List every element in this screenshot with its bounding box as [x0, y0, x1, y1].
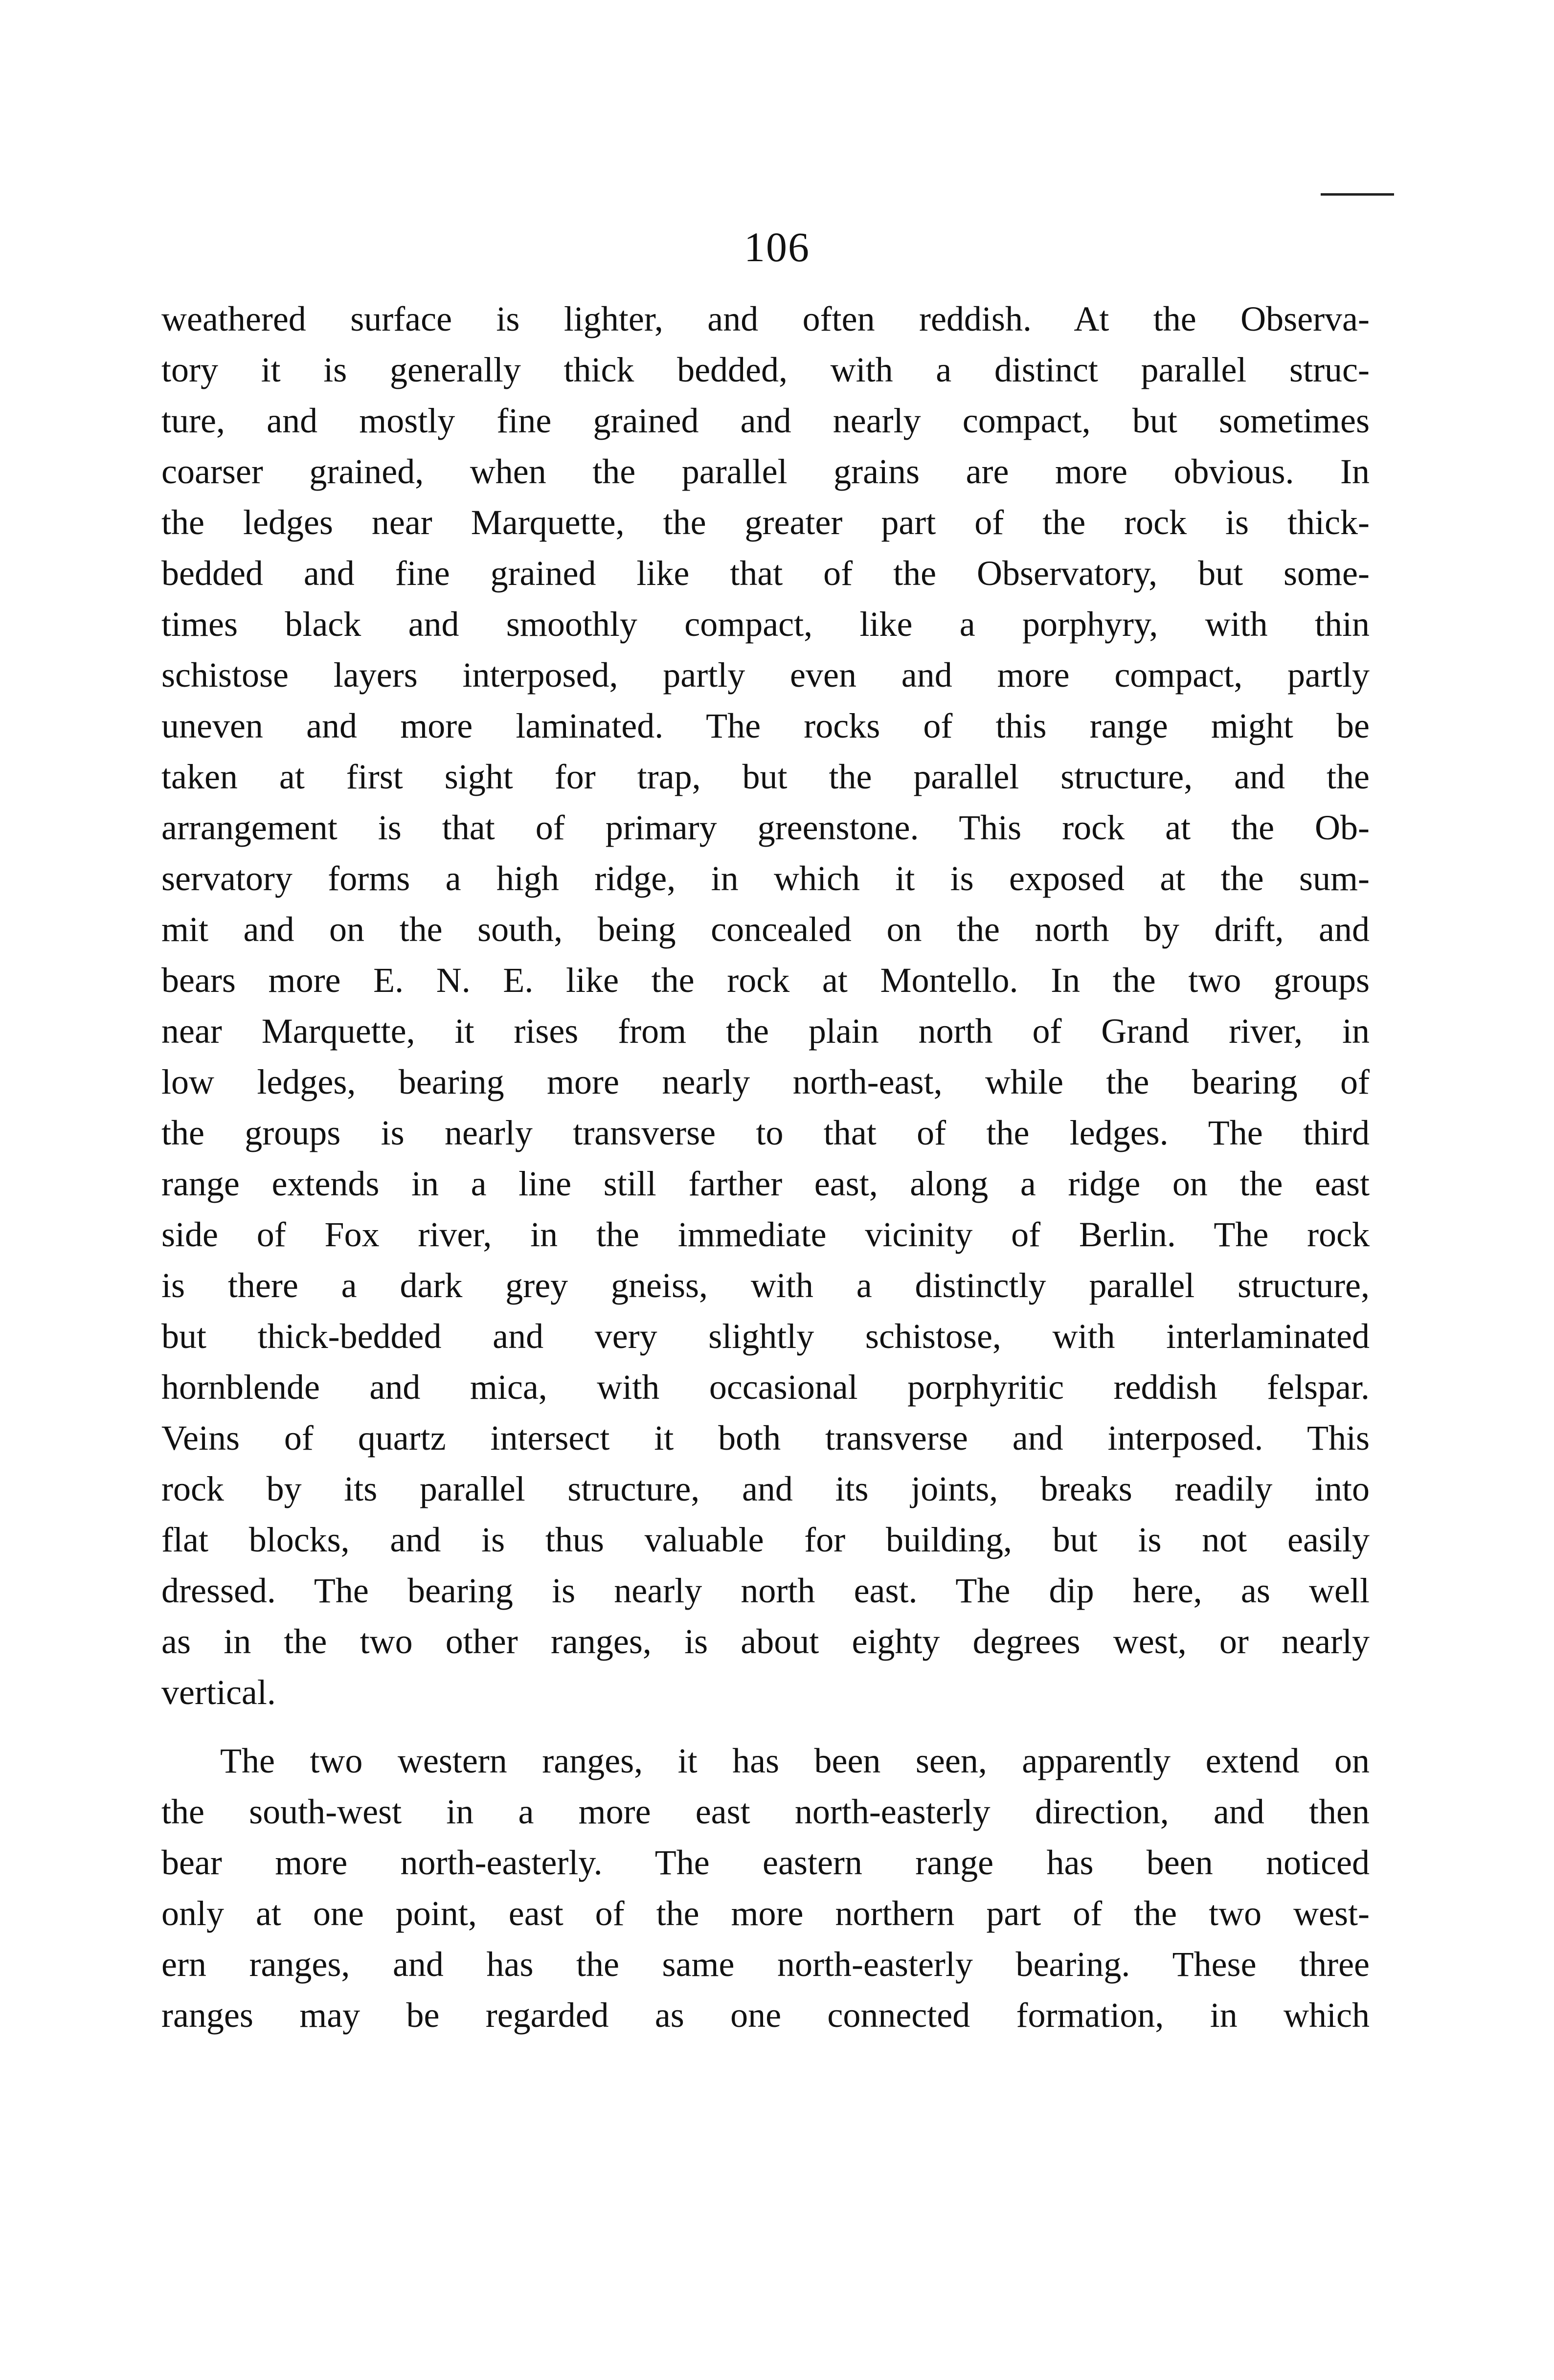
header-rule: [1321, 193, 1394, 196]
text-line: flat blocks, and is thus valuable for building, but is not easily: [161, 1520, 1370, 1559]
paragraph-gap: [161, 1718, 1370, 1735]
text-line: dressed. The bearing is nearly north east. The dip here, as well: [161, 1571, 1370, 1610]
text-line: hornblende and mica, with occasional porphyritic reddish felspar.: [161, 1368, 1370, 1407]
text-line: The two western ranges, it has been seen, apparently extend on: [220, 1741, 1370, 1780]
text-line: uneven and more laminated. The rocks of this range might be: [161, 706, 1370, 745]
text-line: bear more north-easterly. The eastern range has been noticed: [161, 1843, 1370, 1882]
text-line: taken at first sight for trap, but the parallel structure, and the: [161, 757, 1370, 796]
text-line: the ledges near Marquette, the greater part of the rock is thick-: [161, 503, 1370, 542]
text-line: side of Fox river, in the immediate vicinity of Berlin. The rock: [161, 1215, 1370, 1254]
text-line: as in the two other ranges, is about eighty degrees west, or nearly: [161, 1622, 1370, 1661]
text-line: Veins of quartz intersect it both transverse and interposed. This: [161, 1418, 1370, 1458]
text-line: mit and on the south, being concealed on the north by drift, and: [161, 910, 1370, 949]
text-line: bedded and fine grained like that of the Observatory, but some-: [161, 554, 1370, 593]
text-line: tory it is generally thick bedded, with a distinct parallel struc-: [161, 350, 1370, 389]
text-line: the south-west in a more east north-easterly direction, and then: [161, 1792, 1370, 1831]
text-line: coarser grained, when the parallel grains are more obvious. In: [161, 452, 1370, 491]
text-line: near Marquette, it rises from the plain north of Grand river, in: [161, 1011, 1370, 1051]
text-line: bears more E. N. E. like the rock at Montello. In the two groups: [161, 961, 1370, 1000]
text-line: servatory forms a high ridge, in which it is exposed at the sum-: [161, 859, 1370, 898]
text-line: only at one point, east of the more northern part of the two west-: [161, 1894, 1370, 1933]
paragraph-1: [161, 293, 1370, 1718]
text-line: times black and smoothly compact, like a porphyry, with thin: [161, 605, 1370, 644]
text-line: low ledges, bearing more nearly north-east, while the bearing of: [161, 1062, 1370, 1101]
text-line: is there a dark grey gneiss, with a distinctly parallel structure,: [161, 1266, 1370, 1305]
paragraph-2: [161, 1735, 1370, 2041]
text-line: schistose layers interposed, partly even and more compact, partly: [161, 655, 1370, 695]
text-line: the groups is nearly transverse to that of the ledges. The third: [161, 1113, 1370, 1152]
text-line: rock by its parallel structure, and its joints, breaks readily into: [161, 1469, 1370, 1508]
text-line: ture, and mostly fine grained and nearly compact, but sometimes: [161, 401, 1370, 440]
text-line: range extends in a line still farther east, along a ridge on the east: [161, 1164, 1370, 1203]
text-line: ern ranges, and has the same north-easterly bearing. These three: [161, 1945, 1370, 1984]
body-text: [161, 293, 1370, 2041]
text-line: arrangement is that of primary greenstone. This rock at the Ob-: [161, 808, 1370, 847]
text-line: vertical.: [161, 1673, 276, 1712]
text-line: ranges may be regarded as one connected formation, in which: [161, 1996, 1370, 2035]
text-line: but thick-bedded and very slightly schistose, with interlaminated: [161, 1317, 1370, 1356]
page-number: 106: [744, 224, 810, 270]
text-line: weathered surface is lighter, and often reddish. At the Observa-: [161, 299, 1370, 338]
